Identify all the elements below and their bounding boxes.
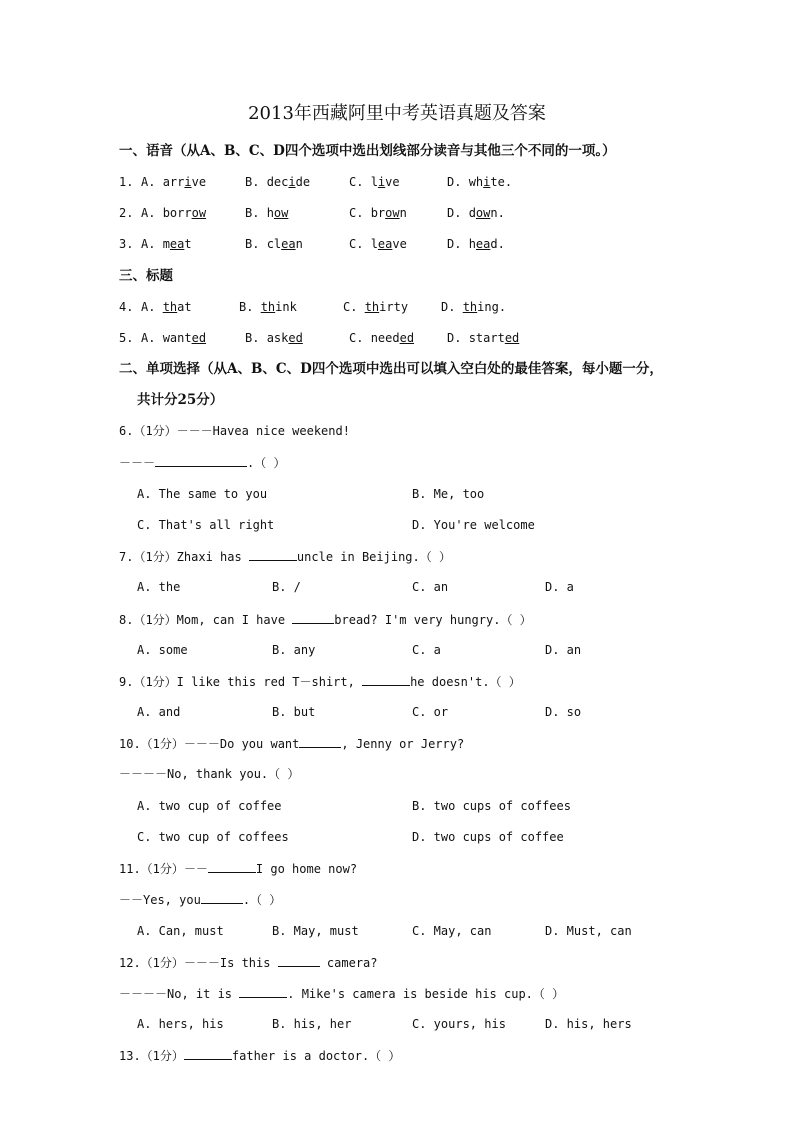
question-stem: 11.（1分）－－ I go home now? (119, 862, 358, 876)
option-a: A. meat (141, 237, 192, 251)
option-d: D. started (447, 331, 520, 345)
option-d[interactable]: D. an (545, 643, 582, 657)
option-b[interactable]: B. two cups of coffees (412, 799, 571, 813)
option-b[interactable]: B. any (272, 643, 316, 657)
option-c: C. thirty (343, 300, 409, 314)
section-choice-heading: 二、单项选择（从A、B、C、D四个选项中选出可以填入空白处的最佳答案，每小题一分， (119, 361, 663, 377)
item-number: 1. (119, 175, 134, 189)
option-a: A. borrow (141, 206, 207, 220)
option-c[interactable]: C. or (412, 705, 449, 719)
option-a: A. arrive (141, 175, 207, 189)
answer-blank[interactable] (184, 1047, 232, 1060)
option-d[interactable]: D. two cups of coffee (412, 830, 564, 844)
section-title-heading: 三、标题 (119, 268, 173, 284)
option-a[interactable]: A. and (137, 705, 181, 719)
option-c: C. leave (349, 237, 407, 251)
option-a[interactable]: A. some (137, 643, 188, 657)
option-b[interactable]: B. Me, too (412, 487, 485, 501)
section-choice-heading-cont: 共计分25分） (137, 392, 224, 408)
option-d: D. thing. (441, 300, 507, 314)
question-stem: 9.（1分）I like this red T－shirt, he doesn't.（ ） (119, 675, 521, 689)
answer-line: －－－ .（ ） (119, 456, 286, 470)
answer-blank[interactable] (362, 673, 410, 686)
answer-line: －－Yes, you .（ ） (119, 893, 282, 907)
option-c[interactable]: C. May, can (412, 924, 492, 938)
answer-blank[interactable] (249, 548, 297, 561)
option-a[interactable]: A. two cup of coffee (137, 799, 282, 813)
option-c[interactable]: C. an (412, 580, 449, 594)
option-b: B. decide (245, 175, 311, 189)
option-b[interactable]: B. / (272, 580, 301, 594)
item-number: 2. (119, 206, 134, 220)
answer-line: －－－－No, it is . Mike's camera is beside his cup.（ ） (119, 987, 565, 1001)
question-stem: 10.（1分）－－－Do you want , Jenny or Jerry? (119, 737, 465, 751)
option-d[interactable]: D. so (545, 705, 582, 719)
option-a: A. that (141, 300, 192, 314)
option-d[interactable]: D. his, hers (545, 1017, 632, 1031)
question-stem: 7.（1分）Zhaxi has uncle in Beijing.（ ） (119, 550, 451, 564)
answer-line: －－－－No, thank you.（ ） (119, 767, 300, 781)
option-d[interactable]: D. You're welcome (412, 518, 535, 532)
question-stem: 13.（1分） father is a doctor.（ ） (119, 1049, 401, 1063)
section-phonetics-heading: 一、语音（从A、B、C、D四个选项中选出划线部分读音与其他三个不同的一项。） (119, 143, 616, 159)
option-c[interactable]: C. two cup of coffees (137, 830, 289, 844)
option-d: D. down. (447, 206, 505, 220)
option-c[interactable]: C. a (412, 643, 441, 657)
option-d: D. head. (447, 237, 505, 251)
item-number: 4. (119, 300, 134, 314)
item-number: 3. (119, 237, 134, 251)
option-b: B. think (239, 300, 297, 314)
option-b[interactable]: B. his, her (272, 1017, 352, 1031)
option-c[interactable]: C. That's all right (137, 518, 275, 532)
answer-blank[interactable] (201, 891, 243, 904)
option-c[interactable]: C. yours, his (412, 1017, 506, 1031)
option-a[interactable]: A. hers, his (137, 1017, 224, 1031)
option-b: B. clean (245, 237, 303, 251)
item-number: 5. (119, 331, 134, 345)
option-c: C. brown (349, 206, 407, 220)
option-a[interactable]: A. the (137, 580, 181, 594)
option-b: B. how (245, 206, 289, 220)
option-c: C. live (349, 175, 400, 189)
question-stem: 6.（1分）－－－Havea nice weekend! (119, 424, 350, 438)
answer-blank[interactable] (239, 985, 287, 998)
answer-blank[interactable] (292, 611, 334, 624)
answer-blank[interactable] (155, 454, 247, 467)
answer-blank[interactable] (299, 735, 341, 748)
option-b: B. asked (245, 331, 303, 345)
option-b[interactable]: B. but (272, 705, 316, 719)
question-stem: 8.（1分）Mom, can I have bread? I'm very hungry.（ ） (119, 613, 532, 627)
answer-blank[interactable] (208, 860, 256, 873)
option-d[interactable]: D. Must, can (545, 924, 632, 938)
answer-blank[interactable] (278, 954, 320, 967)
option-c: C. needed (349, 331, 415, 345)
page-title: 2013年西藏阿里中考英语真题及答案 (248, 103, 546, 124)
option-b[interactable]: B. May, must (272, 924, 359, 938)
option-d: D. white. (447, 175, 513, 189)
question-stem: 12.（1分）－－－Is this camera? (119, 956, 378, 970)
option-a[interactable]: A. The same to you (137, 487, 268, 501)
option-a: A. wanted (141, 331, 207, 345)
option-d[interactable]: D. a (545, 580, 574, 594)
option-a[interactable]: A. Can, must (137, 924, 224, 938)
